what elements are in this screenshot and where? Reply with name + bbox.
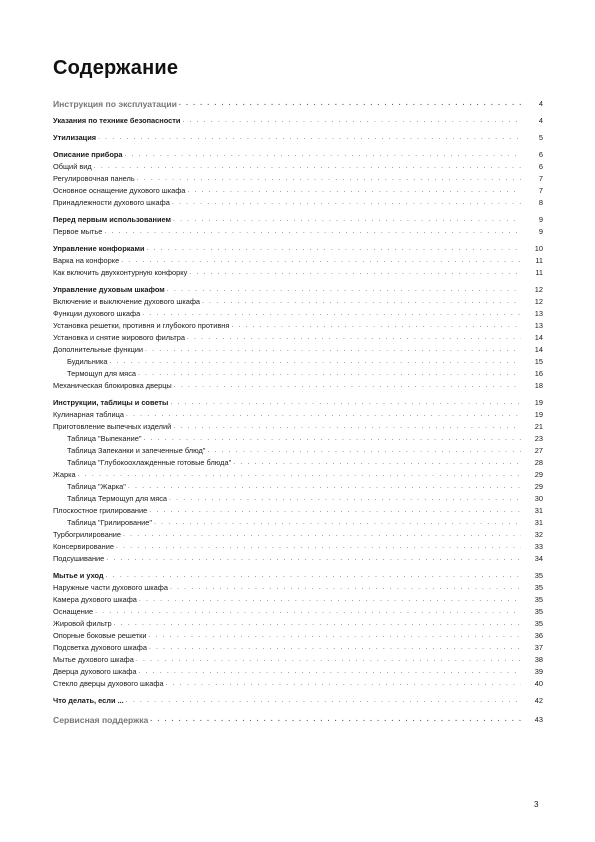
- toc-entry[interactable]: [53, 197, 543, 209]
- dot-leader: [150, 714, 521, 726]
- dot-leader: [166, 678, 521, 690]
- toc-entry-page: 14: [534, 345, 543, 354]
- dot-leader: [148, 630, 521, 642]
- toc-entry-label: Утилизация: [53, 133, 97, 142]
- toc-entry-label: Варка на конфорке: [53, 256, 120, 265]
- dot-leader: [126, 695, 521, 707]
- toc-entry[interactable]: [53, 541, 543, 553]
- toc-entry[interactable]: [53, 173, 543, 185]
- toc-entry-page: 29: [534, 482, 543, 491]
- toc-entry-label: Кулинарная таблица: [53, 410, 124, 419]
- toc-entry-label: Таблица "Грилирование": [67, 518, 153, 527]
- dot-leader: [142, 308, 521, 320]
- toc-entry[interactable]: [53, 606, 543, 618]
- dot-leader: [116, 541, 521, 553]
- toc-entry[interactable]: [53, 344, 543, 356]
- toc-entry[interactable]: [53, 132, 543, 144]
- toc-entry[interactable]: [53, 481, 543, 493]
- toc-entry-label: Включение и выключение духового шкафа: [53, 297, 201, 306]
- toc-entry-page: 38: [534, 655, 543, 664]
- toc-entry-label: Подсушивание: [53, 554, 105, 563]
- toc-entry-label: Как включить двухконтурную конфорку: [53, 268, 188, 277]
- dot-leader: [202, 296, 521, 308]
- toc-entry[interactable]: [53, 493, 543, 505]
- dot-leader: [154, 517, 521, 529]
- toc-entry-page: 37: [534, 643, 543, 652]
- dot-leader: [126, 409, 521, 421]
- toc-entry[interactable]: [53, 570, 543, 582]
- dot-leader: [174, 380, 521, 392]
- toc-entry-page: 18: [534, 381, 543, 390]
- toc-entry[interactable]: [53, 409, 543, 421]
- toc-entry[interactable]: [53, 185, 543, 197]
- toc-entry-page: 33: [534, 542, 543, 551]
- toc-entry-page: 6: [538, 150, 543, 159]
- toc-entry[interactable]: [53, 654, 543, 666]
- toc-entry-page: 12: [534, 285, 543, 294]
- dot-leader: [231, 320, 521, 332]
- toc-entry-page: 35: [534, 619, 543, 628]
- dot-leader: [187, 185, 521, 197]
- dot-leader: [170, 397, 521, 409]
- toc-entry-page: 14: [534, 333, 543, 342]
- toc-entry-label: Камера духового шкафа: [53, 595, 137, 604]
- toc-entry[interactable]: [53, 161, 543, 173]
- toc-entry-page: 16: [534, 369, 543, 378]
- dot-leader: [106, 570, 521, 582]
- toc-entry-page: 43: [534, 715, 543, 724]
- dot-leader: [136, 654, 521, 666]
- toc-entry-label: Опорные боковые решетки: [53, 631, 147, 640]
- toc-entry-page: 35: [534, 607, 543, 616]
- toc-entry-label: Функции духового шкафа: [53, 309, 141, 318]
- toc-entry-page: 34: [534, 554, 543, 563]
- toc-entry[interactable]: [53, 356, 543, 368]
- toc-entry-label: Консервирование: [53, 542, 114, 551]
- toc-entry-page: 13: [534, 309, 543, 318]
- toc-entry-label: Принадлежности духового шкафа: [53, 198, 170, 207]
- toc-entry-label: Общий вид: [53, 162, 92, 171]
- dot-leader: [182, 115, 521, 127]
- toc-entry[interactable]: [53, 267, 543, 279]
- toc-entry-label: Термощуп для мяса: [67, 369, 136, 378]
- toc-entry-label: Таблица Запеканки и запеченные блюд": [67, 446, 206, 455]
- toc-entry[interactable]: [53, 582, 543, 594]
- toc-entry[interactable]: [53, 149, 543, 161]
- toc-entry[interactable]: [53, 712, 543, 726]
- toc-entry-label: Дополнительные функции: [53, 345, 144, 354]
- toc-entry[interactable]: [53, 308, 543, 320]
- toc-entry-page: 36: [534, 631, 543, 640]
- toc-entry-page: 42: [534, 696, 543, 705]
- toc-entry-label: Турбогрилирование: [53, 530, 122, 539]
- toc-entry[interactable]: [53, 469, 543, 481]
- dot-leader: [104, 226, 521, 238]
- toc-entry[interactable]: [53, 695, 543, 707]
- toc-entry-label: Плоскостное грилирование: [53, 506, 148, 515]
- dot-leader: [121, 255, 521, 267]
- toc-entry-label: Указания по технике безопасности: [53, 116, 181, 125]
- toc-entry-page: 7: [538, 174, 543, 183]
- toc-entry-label: Оснащение: [53, 607, 94, 616]
- toc-entry-page: 35: [534, 571, 543, 580]
- toc-entry[interactable]: [53, 421, 543, 433]
- dot-leader: [145, 344, 521, 356]
- toc-entry[interactable]: [53, 397, 543, 409]
- dot-leader: [149, 505, 521, 517]
- toc-entry-label: Установка решетки, противня и глубокого противня: [53, 321, 230, 330]
- toc-entry-page: 4: [538, 116, 543, 125]
- toc-entry-label: Таблица "Выпекание": [67, 434, 142, 443]
- toc-entry[interactable]: [53, 517, 543, 529]
- toc-entry[interactable]: [53, 618, 543, 630]
- toc-entry[interactable]: [53, 320, 543, 332]
- dot-leader: [167, 284, 521, 296]
- toc-entry[interactable]: [53, 226, 543, 238]
- toc-entry-page: 35: [534, 583, 543, 592]
- toc-entry[interactable]: [53, 505, 543, 517]
- toc-entry-page: 13: [534, 321, 543, 330]
- toc-entry-label: Мытье и уход: [53, 571, 104, 580]
- dot-leader: [173, 421, 521, 433]
- toc-entry[interactable]: [53, 433, 543, 445]
- toc-entry-label: Таблица Термощуп для мяса: [67, 494, 168, 503]
- toc-entry-page: 9: [538, 227, 543, 236]
- toc-entry[interactable]: [53, 296, 543, 308]
- toc-entry-label: Стекло дверцы духового шкафа: [53, 679, 164, 688]
- dot-leader: [106, 553, 521, 565]
- toc-entry[interactable]: [53, 457, 543, 469]
- dot-leader: [179, 98, 521, 110]
- dot-leader: [149, 642, 521, 654]
- toc-entry-label: Регулировочная панель: [53, 174, 135, 183]
- dot-leader: [187, 332, 521, 344]
- toc-entry-page: 11: [535, 268, 543, 277]
- toc-entry[interactable]: [53, 284, 543, 296]
- toc-entry[interactable]: [53, 380, 543, 392]
- toc-entry-page: 4: [538, 99, 543, 108]
- toc-entry-page: 5: [538, 133, 543, 142]
- toc-entry-label: Таблица "Жарка": [67, 482, 126, 491]
- toc-entry-page: 39: [534, 667, 543, 676]
- dot-leader: [98, 132, 521, 144]
- toc-entry-label: Таблица "Глубокоохлажденные готовые блюда": [67, 458, 232, 467]
- toc-entry-label: Жарка: [53, 470, 76, 479]
- toc-entry-page: 8: [538, 198, 543, 207]
- dot-leader: [172, 197, 521, 209]
- toc-entry-label: Механическая блокировка дверцы: [53, 381, 172, 390]
- page-title: Содержание: [53, 57, 179, 79]
- dot-leader: [170, 582, 521, 594]
- toc-entry-page: 6: [538, 162, 543, 171]
- toc-entry-label: Перед первым использованием: [53, 215, 171, 224]
- table-of-contents: [53, 96, 543, 726]
- toc-entry-label: Управление духовым шкафом: [53, 285, 165, 294]
- dot-leader: [137, 173, 521, 185]
- toc-entry-page: 29: [534, 470, 543, 479]
- dot-leader: [143, 433, 521, 445]
- dot-leader: [189, 267, 521, 279]
- toc-entry-page: 27: [534, 446, 543, 455]
- toc-entry-page: 30: [534, 494, 543, 503]
- toc-entry-page: 19: [534, 398, 543, 407]
- dot-leader: [138, 368, 521, 380]
- toc-entry-page: 12: [534, 297, 543, 306]
- dot-leader: [139, 594, 521, 606]
- toc-entry[interactable]: [53, 255, 543, 267]
- toc-entry-label: Наружные части духового шкафа: [53, 583, 168, 592]
- toc-entry-label: Установка и снятие жирового фильтра: [53, 333, 185, 342]
- toc-entry-label: Подсветка духового шкафа: [53, 643, 147, 652]
- toc-entry[interactable]: [53, 445, 543, 457]
- page-number: 3: [534, 800, 539, 809]
- toc-entry-label: Сервисная поддержка: [53, 715, 149, 725]
- dot-leader: [124, 149, 521, 161]
- toc-entry[interactable]: [53, 96, 543, 110]
- toc-entry-label: Управление конфорками: [53, 244, 145, 253]
- toc-entry[interactable]: [53, 630, 543, 642]
- toc-entry-label: Приготовление выпечных изделий: [53, 422, 172, 431]
- dot-leader: [95, 606, 521, 618]
- toc-entry-label: Будильника: [67, 357, 108, 366]
- toc-entry[interactable]: [53, 594, 543, 606]
- dot-leader: [128, 481, 521, 493]
- toc-entry-page: 10: [534, 244, 543, 253]
- toc-entry[interactable]: [53, 214, 543, 226]
- toc-entry[interactable]: [53, 642, 543, 654]
- toc-entry-page: 35: [534, 595, 543, 604]
- dot-leader: [207, 445, 521, 457]
- toc-entry-page: 19: [534, 410, 543, 419]
- toc-entry-page: 21: [534, 422, 543, 431]
- dot-leader: [138, 666, 521, 678]
- toc-entry-label: Основное оснащение духового шкафа: [53, 186, 186, 195]
- toc-entry-label: Что делать, если ...: [53, 696, 124, 705]
- dot-leader: [233, 457, 521, 469]
- toc-entry[interactable]: [53, 666, 543, 678]
- toc-entry-page: 11: [535, 256, 543, 265]
- toc-entry-label: Жировой фильтр: [53, 619, 112, 628]
- toc-entry[interactable]: [53, 529, 543, 541]
- dot-leader: [114, 618, 521, 630]
- toc-entry-label: Описание прибора: [53, 150, 123, 159]
- toc-entry[interactable]: [53, 678, 543, 690]
- toc-entry-page: 40: [534, 679, 543, 688]
- toc-entry[interactable]: [53, 332, 543, 344]
- toc-entry-label: Первое мытье: [53, 227, 103, 236]
- toc-entry-page: 7: [538, 186, 543, 195]
- toc-entry-label: Дверца духового шкафа: [53, 667, 137, 676]
- toc-entry-label: Мытье духового шкафа: [53, 655, 134, 664]
- dot-leader: [169, 493, 521, 505]
- toc-entry-page: 28: [534, 458, 543, 467]
- toc-entry-page: 23: [534, 434, 543, 443]
- toc-entry-page: 15: [534, 357, 543, 366]
- dot-leader: [109, 356, 521, 368]
- toc-entry-page: 32: [534, 530, 543, 539]
- toc-entry-page: 9: [538, 215, 543, 224]
- dot-leader: [78, 469, 521, 481]
- dot-leader: [173, 214, 521, 226]
- toc-entry-label: Инструкция по эксплуатации: [53, 99, 177, 109]
- toc-entry[interactable]: [53, 368, 543, 380]
- toc-entry[interactable]: [53, 553, 543, 565]
- toc-entry[interactable]: [53, 115, 543, 127]
- toc-entry-page: 31: [534, 506, 543, 515]
- toc-entry[interactable]: [53, 243, 543, 255]
- dot-leader: [94, 161, 521, 173]
- dot-leader: [147, 243, 521, 255]
- toc-entry-page: 31: [534, 518, 543, 527]
- toc-entry-label: Инструкции, таблицы и советы: [53, 398, 169, 407]
- dot-leader: [123, 529, 521, 541]
